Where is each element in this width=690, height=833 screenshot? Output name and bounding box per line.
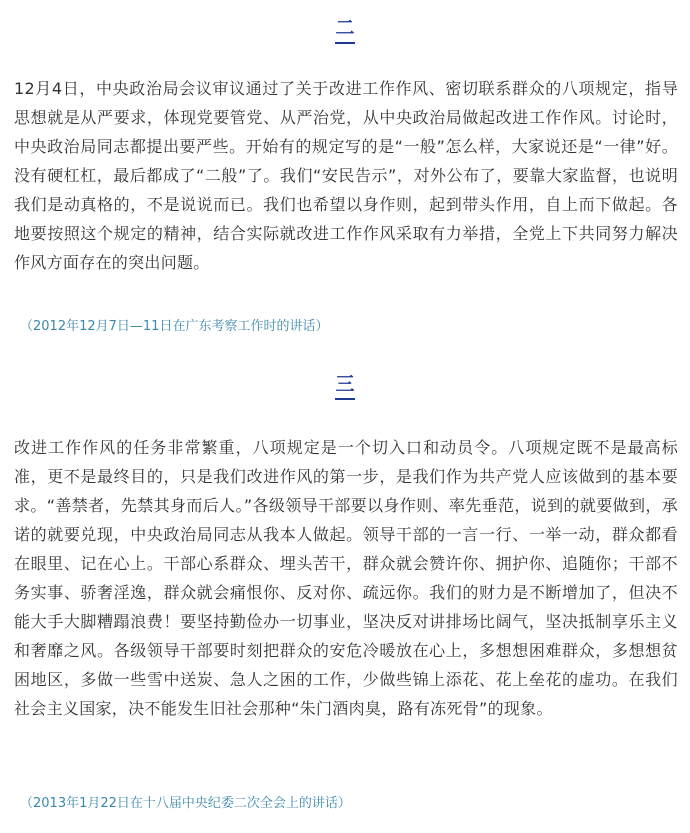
section-number: 二: [335, 16, 354, 44]
section-paragraph: 改进工作作风的任务非常繁重，八项规定是一个切入口和动员令。八项规定既不是最高标准，更不是最终目的，只是我们改进作风的第一步，是我们作为共产党人应该做到的基本要求。“善禁者，先禁其身而后人。”各级领导干部要以身作则、率先垂范，说到的就要做到，承诺的就要兑现，中央政治局同志从我本人做起。领导干部的一言一行、一举一动，群众都看在眼里、记在心上。干部心系群众、埋头苦干，群众就会赞许你、拥护你、追随你；干部不务实事、骄奢淫逸，群众就会痛恨你、反对你、疏远你。我们的财力是不断增加了，但决不能大手大脚糟蹋浪费！要坚持勤俭办一切事业，坚决反对讲排场比阔气，坚决抵制享乐主义和奢靡之风。各级领导干部要时刻把群众的安危冷暖放在心上，多想想困难群众，多想想贫困地区，多做一些雪中送炭、急人之困的工作，少做些锦上添花、花上垒花的虚功。在我们社会主义国家，决不能发生旧社会那种“朱门酒肉臭，路有冻死骨”的现象。: [14, 438, 678, 718]
section-heading-3: [0, 372, 690, 400]
source-citation: （2012年12月7日—11日在广东考察工作时的讲话）: [20, 319, 329, 334]
source-citation: （2013年1月22日在十八届中央纪委二次全会上的讲话）: [20, 796, 351, 811]
section-heading-2: [0, 16, 690, 44]
section-number: 三: [335, 372, 354, 400]
section-paragraph: 12月4日，中央政治局会议审议通过了关于改进工作作风、密切联系群众的八项规定，指导思想就是从严要求，体现党要管党、从严治党，从中央政治局做起改进工作作风。讨论时，中央政治局同志都提出要严些。开始有的规定写的是“一般”怎么样，大家说还是“一律”好。没有硬杠杠，最后都成了“二般”了。我们“安民告示”，对外公布了，要靠大家监督，也说明我们是动真格的，不是说说而已。我们也希望以身作则，起到带头作用，自上而下做起。各地要按照这个规定的精神，结合实际就改进工作作风采取有力举措，全党上下共同努力解决作风方面存在的突出问题。: [14, 79, 678, 272]
